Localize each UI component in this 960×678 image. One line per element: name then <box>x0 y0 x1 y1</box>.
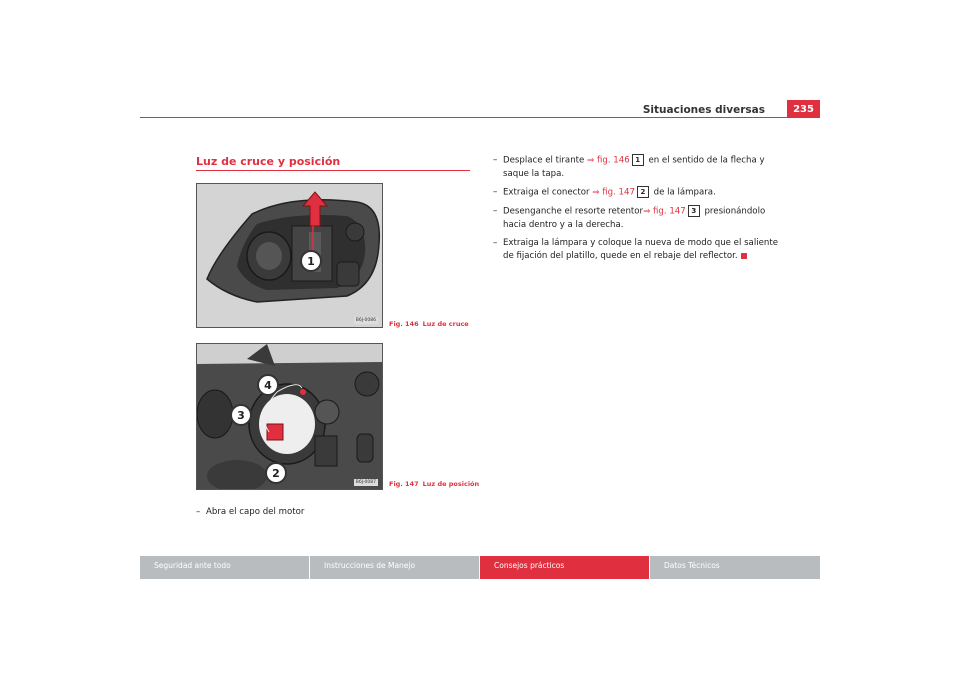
figure-146-image <box>196 183 383 328</box>
step-list-item: – Desenganche el resorte retentor⇒ fig. 147 3 presionándolo hacia dentro y a la derecha. <box>493 206 766 230</box>
running-header-title: Situaciones diversas <box>642 104 765 116</box>
figure-reference-link[interactable]: ⇒ fig. 147 <box>643 206 686 217</box>
callout-4: 4 <box>257 374 279 396</box>
figure-reference-link[interactable]: ⇒ fig. 147 <box>592 187 635 198</box>
footer-tab-consejos[interactable]: Consejos prácticos <box>480 556 649 579</box>
callout-3: 3 <box>230 404 252 426</box>
step-list-item: – Desplace el tirante ⇒ fig. 146 1 en el sentido de la flecha y saque la tapa. <box>493 155 765 179</box>
callout-badge: 1 <box>632 154 644 166</box>
figure-147-code: B6J-0087 <box>355 480 376 485</box>
footer-tab-datos[interactable]: Datos Técnicos <box>650 556 820 579</box>
figure-146-code: B6J-0086 <box>355 318 376 323</box>
end-of-section-mark <box>741 253 747 259</box>
footer-tab-instrucciones[interactable]: Instrucciones de Manejo <box>310 556 479 579</box>
callout-badge: 3 <box>688 205 700 217</box>
section-rule <box>196 170 470 171</box>
figure-147-caption: Fig. 147 Luz de posición <box>389 480 480 488</box>
step-open-hood: – Abra el capo del motor <box>196 507 305 517</box>
page-number: 235 <box>787 100 820 118</box>
section-title: Luz de cruce y posición <box>196 155 341 168</box>
step-list-item: – Extraiga la lámpara y coloque la nueva de modo que el saliente de fijación del platillo, quede en el rebaje del reflector. <box>493 238 778 261</box>
step-list-item: – Extraiga el conector ⇒ fig. 147 2 de la lámpara. <box>493 187 716 198</box>
figure-147-image <box>196 343 383 490</box>
footer-tab-seguridad[interactable]: Seguridad ante todo <box>140 556 309 579</box>
figure-reference-link[interactable]: ⇒ fig. 146 <box>587 155 630 166</box>
callout-1: 1 <box>300 250 322 272</box>
headlamp-rear-illustration <box>197 184 382 327</box>
callout-2: 2 <box>265 462 287 484</box>
position-lamp-illustration <box>197 344 382 489</box>
figure-146-caption: Fig. 146 Luz de cruce <box>389 320 469 328</box>
header-rule <box>140 117 820 118</box>
callout-badge: 2 <box>637 186 649 198</box>
